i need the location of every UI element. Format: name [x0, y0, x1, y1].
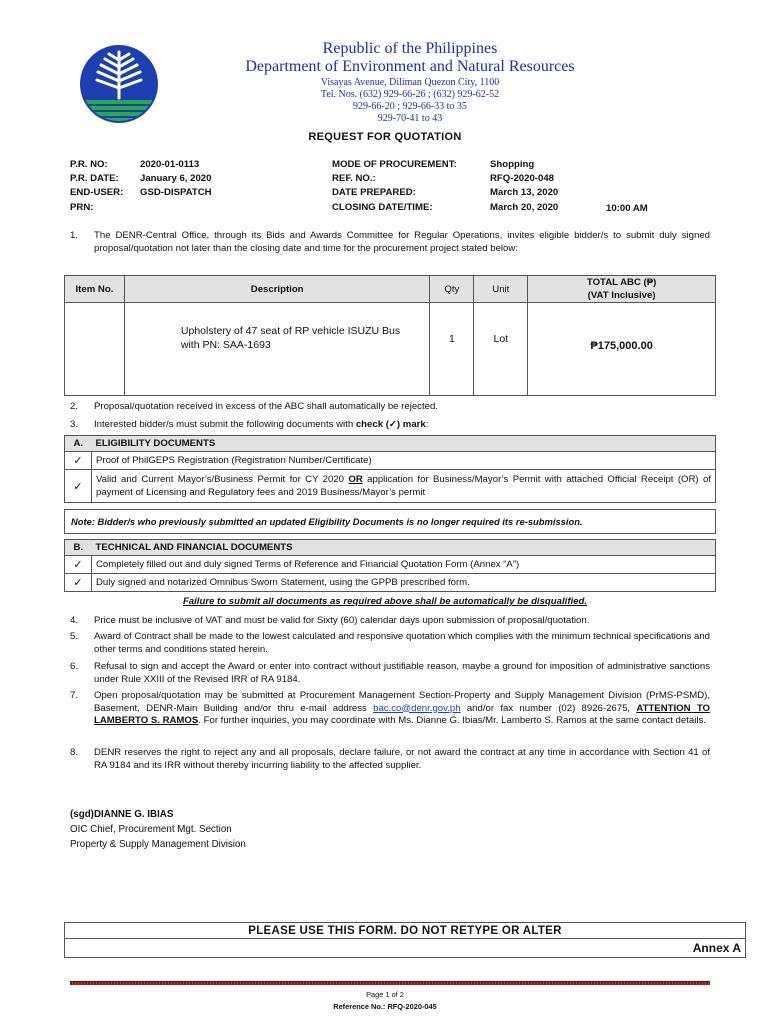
check-icon: ✓ [65, 452, 92, 470]
info-right-labels [332, 158, 457, 215]
table-row [65, 303, 716, 396]
page-number: Page 1 of 2 [366, 990, 404, 999]
eligibility-header [65, 436, 716, 452]
signature-block [70, 807, 246, 852]
doc-item-text: Proof of PhilGEPS Registration (Registration Number/Certificate) [92, 452, 716, 470]
text-part: : [425, 419, 429, 430]
pr-date-value: January 6, 2020 [140, 173, 212, 185]
paragraph-number: 6. [70, 661, 79, 672]
footer [0, 989, 770, 1013]
text-part: Open proposal/quotation may be submitted at Procurement Management Section-Property and Supply Management Division (PrMS-PSMD), Basement, DENR-Main Building and/or thru e-mail address [94, 690, 710, 714]
eligibility-table [64, 435, 716, 503]
list-item [65, 556, 716, 574]
check-icon: ✓ [65, 574, 92, 592]
address-line: 929-66-20 ; 929-66-33 to 35 [353, 101, 467, 112]
doc-item-text: Duly signed and notarized Omnibus Sworn Statement, using the GPPB prescribed form. [92, 574, 716, 592]
text-part: . For further inquiries, you may coordinate with Ms. Dianne G. Ibias/Mr. Lamberto S. Ramos at the same contact details. [198, 715, 706, 726]
info-left-labels [70, 158, 123, 215]
paragraph-text: Award of Contract shall be made to the lowest calculated and responsive quotation which complies with the minimum technical specifications and other terms and conditions stated herein. [94, 631, 710, 655]
text-part: application for Business/Mayor’s Permit with attached Official Receipt (OR) of payment of Licensing and Regulatory fees and 2019 Business/Mayor’s permit [96, 474, 711, 498]
address-line: Tel. Nos. (632) 929-66-26 ; (632) 929-62-52 [320, 89, 500, 100]
pr-no-value: 2020-01-0113 [140, 159, 200, 170]
reference-number: Reference No.: RFQ-2020-045 [333, 1002, 437, 1011]
address-line: 929-70-41 to 43 [377, 113, 443, 124]
col-item-no: Item No. [65, 276, 125, 303]
header-address [160, 77, 660, 125]
paragraph-number: 2. [70, 401, 79, 412]
end-user-label: END-USER: [70, 187, 124, 199]
paragraph-3 [70, 419, 710, 432]
annex-label: Annex A [692, 941, 741, 955]
signatory-name: (sgd)DIANNE G. IBIAS [70, 809, 174, 820]
paragraph-8 [70, 747, 710, 772]
signatory-position: OIC Chief, Procurement Mgt. Section [70, 824, 232, 835]
section-heading: TECHNICAL AND FINANCIAL DOCUMENTS [92, 540, 716, 556]
col-unit: Unit [474, 276, 528, 303]
closing-label: CLOSING DATE/TIME: [332, 201, 433, 213]
page-title: REQUEST FOR QUOTATION [308, 131, 462, 143]
end-user-value: GSD-DISPATCH [140, 187, 212, 199]
paragraph-number: 4. [70, 615, 79, 626]
text-part: Interested bidder/s must submit the following documents with [94, 419, 356, 430]
technical-table [64, 539, 716, 592]
paragraph-text: DENR reserves the right to reject any and all proposals, declare failure, or not award the contract at any time in accordance with Section 41 of RA 9184 and its IRR without thereby incurring liability to the affected supplier. [94, 747, 710, 771]
mode-label: MODE OF PROCUREMENT: [332, 159, 457, 170]
doc-item-text [92, 470, 716, 503]
footer-divider [70, 981, 710, 985]
col-total-abc [528, 276, 716, 303]
section-letter: A. [65, 436, 92, 452]
cell-total: ₱175,000.00 [528, 303, 716, 396]
check-icon: ✓ [65, 470, 92, 503]
pr-date-label: P.R. DATE: [70, 173, 119, 185]
cell-unit: Lot [474, 303, 528, 396]
cell-qty: 1 [430, 303, 474, 396]
signatory-office: Property & Supply Management Division [70, 839, 246, 850]
col-qty: Qty [430, 276, 474, 303]
mode-value: Shopping [490, 159, 535, 170]
date-prepared-label: DATE PREPARED: [332, 187, 416, 199]
check-icon: ✓ [65, 556, 92, 574]
list-item [65, 470, 716, 503]
banner-text: PLEASE USE THIS FORM. DO NOT RETYPE OR ALTER [65, 923, 745, 939]
check-mark-label: check (✓) mark [355, 419, 426, 430]
paragraph-text: Price must be inclusive of VAT and must be valid for Sixty (60) calendar days upon submission of proposal/quotation. [94, 615, 590, 626]
note: Note: Bidder/s who previously submitted an updated Eligibility Documents is no longer required its re-submission. [64, 509, 716, 534]
paragraph-text [94, 419, 710, 432]
form-banner [64, 922, 746, 958]
ref-value: RFQ-2020-048 [490, 173, 554, 185]
text-part: Valid and Current Mayor’s/Business Permit for CY 2020 [96, 474, 349, 485]
paragraph-2 [70, 401, 710, 414]
date-prepared-value: March 13, 2020 [490, 187, 559, 199]
prn-label: PRN: [70, 201, 94, 213]
text-part: and/or fax number (02) 8926-2675, [460, 702, 637, 714]
attention-text: ATTENTION TO LAMBERTO S. RAMOS [94, 702, 710, 726]
list-item [65, 574, 716, 592]
paragraph-4 [70, 615, 710, 628]
paragraph-1 [70, 230, 710, 255]
paragraph-number: 1. [70, 230, 79, 241]
header-republic: Republic of the Philippines [322, 40, 498, 57]
cell-item-no [65, 303, 125, 396]
paragraph-text: Refusal to sign and accept the Award or enter into contract without justifiable reason, maybe a ground for imposition of administrative sanctions under Rule XXIII of the Revised IRR of RA 9184. [94, 661, 710, 685]
paragraph-text [94, 690, 710, 728]
info-right-values [490, 158, 558, 215]
closing-date-value: March 20, 2020 [490, 201, 559, 213]
paragraph-number: 8. [70, 747, 79, 758]
doc-item-text: Completely filled out and duly signed Terms of Reference and Financial Quotation Form (Annex “A”) [92, 556, 716, 574]
paragraph-number: 7. [70, 690, 79, 701]
section-letter: B. [65, 540, 92, 556]
ref-label: REF. NO.: [332, 173, 376, 185]
info-left-values [140, 158, 212, 201]
col-description: Description [124, 276, 430, 303]
or-text: OR [348, 474, 363, 485]
pr-no-label: P.R. NO: [70, 159, 108, 170]
address-line: Visayas Avenue, Diliman Quezon City, 1100 [320, 77, 500, 88]
paragraph-6 [70, 661, 710, 686]
header-department: Department of Environment and Natural Resources [245, 58, 575, 75]
failure-note: Failure to submit all documents as required above shall be automatically be disqualified. [182, 596, 588, 607]
table-header-row [65, 276, 716, 303]
paragraph-text: The DENR-Central Office, through its Bids and Awards Committee for Regular Operations, invites eligible bidder/s to submit duly signed proposal/quotation not later than the closing date and time for the procurement project stated below: [94, 230, 710, 254]
technical-header [65, 540, 716, 556]
section-heading: ELIGIBILITY DOCUMENTS [92, 436, 716, 452]
paragraph-5 [70, 631, 710, 656]
denr-logo-icon [79, 40, 159, 128]
paragraph-7 [70, 690, 710, 728]
col-total-abc-line1: TOTAL ABC (₱) [586, 277, 657, 288]
col-total-abc-line2: (VAT Inclusive) [587, 290, 656, 301]
closing-time-value: 10:00 AM [606, 202, 648, 214]
list-item [65, 452, 716, 470]
cell-description: Upholstery of 47 seat of RP vehicle ISUZU Bus with PN: SAA-1693 [124, 303, 430, 396]
paragraph-number: 5. [70, 631, 79, 642]
paragraph-number: 3. [70, 419, 79, 430]
email-link[interactable]: bac.co@denr.gov.ph [373, 702, 461, 714]
item-table [64, 275, 716, 396]
paragraph-text: Proposal/quotation received in excess of the ABC shall automatically be rejected. [94, 401, 438, 412]
